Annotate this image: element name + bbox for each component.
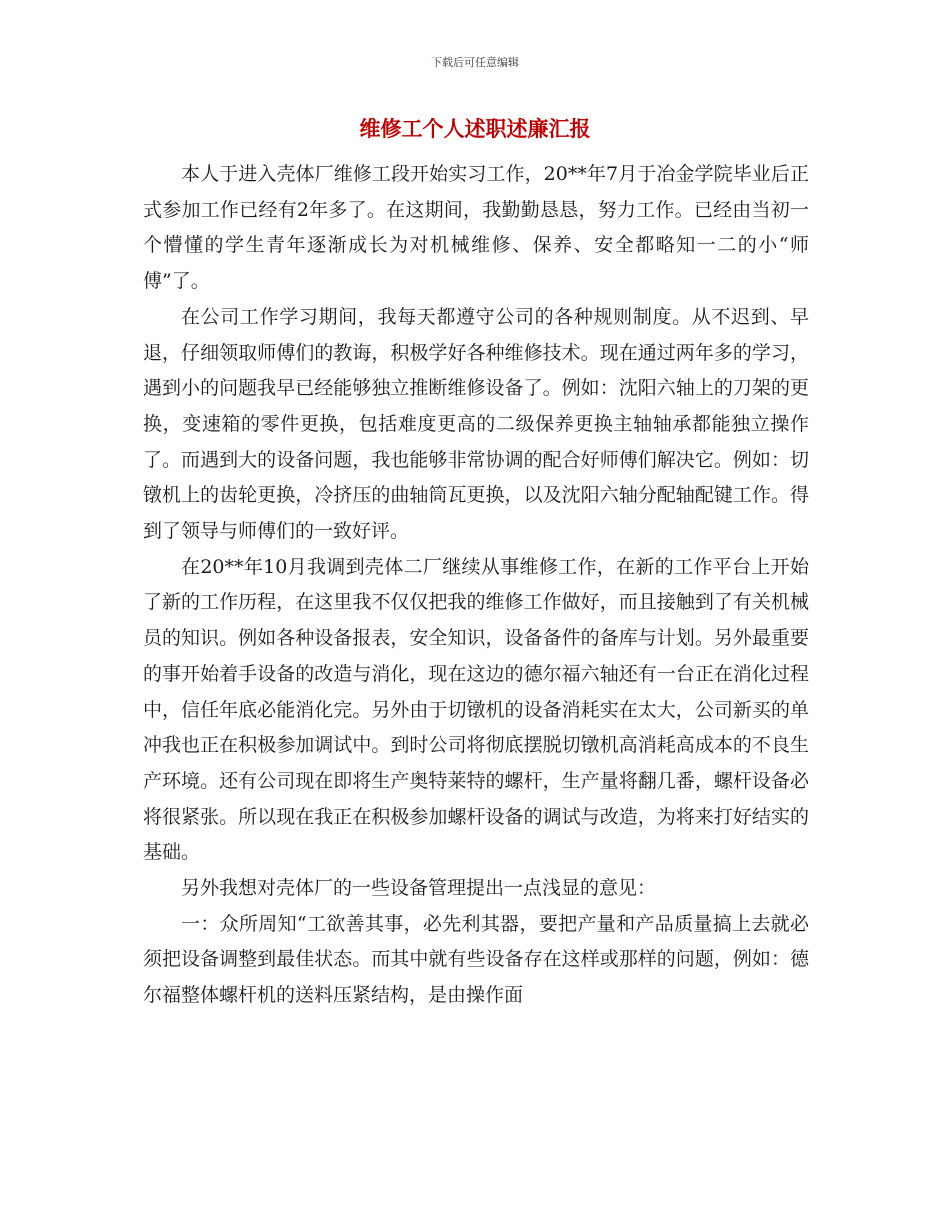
paragraph-3: 在20**年10月我调到壳体二厂继续从事维修工作，在新的工作平台上开始了新的工作历程，在这里我不仅仅把我的维修工作做好，而且接触到了有关机械员的知识。例如各种设备报表，安全知识，设备备件的备库与计划。另外最重要的事开始着手设备的改造与消化，现在这边的德尔福六轴还有一台正在消化过程中，信任年底必能消化完。另外由于切镦机的设备消耗实在太大，公司新买的单冲我也正在积极参加调试中。到时公司将彻底摆脱切镦机高消耗高成本的不良生产环境。还有公司现在即将生产奥特莱特的螺杆，生产量将翻几番，螺杆设备必将很紧张。所以现在我正在积极参加螺杆设备的调试与改造，为将来打好结实的基础。	[143, 555, 809, 864]
document-body	[143, 157, 809, 1014]
document-title: 维修工个人述职述廉汇报	[359, 117, 591, 141]
paragraph-1: 本人于进入壳体厂维修工段开始实习工作，20**年7月于冶金学院毕业后正式参加工作已经有2年多了。在这期间，我勤勤恳恳，努力工作。已经由当初一个懵懂的学生青年逐渐成长为对机械维修、保养、安全都略知一二的小“师傅”了。	[143, 163, 809, 293]
paragraph-5: 一：众所周知“工欲善其事，必先利其器，要把产量和产品质量搞上去就必须把设备调整到最佳状态。而其中就有些设备存在这样或那样的问题，例如：德尔福整体螺杆机的送料压紧结构，是由操作面	[143, 912, 809, 1007]
paragraph-2: 在公司工作学习期间，我每天都遵守公司的各种规则制度。从不迟到、早退，仔细领取师傅们的教诲，积极学好各种维修技术。现在通过两年多的学习，遇到小的问题我早已经能够独立推断维修设备了。例如：沈阳六轴上的刀架的更换，变速箱的零件更换，包括难度更高的二级保养更换主轴轴承都能独立操作了。而遇到大的设备问题，我也能够非常协调的配合好师傅们解决它。例如：切镦机上的齿轮更换，冷挤压的曲轴筒瓦更换，以及沈阳六轴分配轴配键工作。得到了领导与师傅们的一致好评。	[143, 305, 809, 543]
paragraph-4: 另外我想对壳体厂的一些设备管理提出一点浅显的意见：	[181, 877, 657, 900]
page-header-note: 下载后可任意编辑	[431, 56, 519, 69]
